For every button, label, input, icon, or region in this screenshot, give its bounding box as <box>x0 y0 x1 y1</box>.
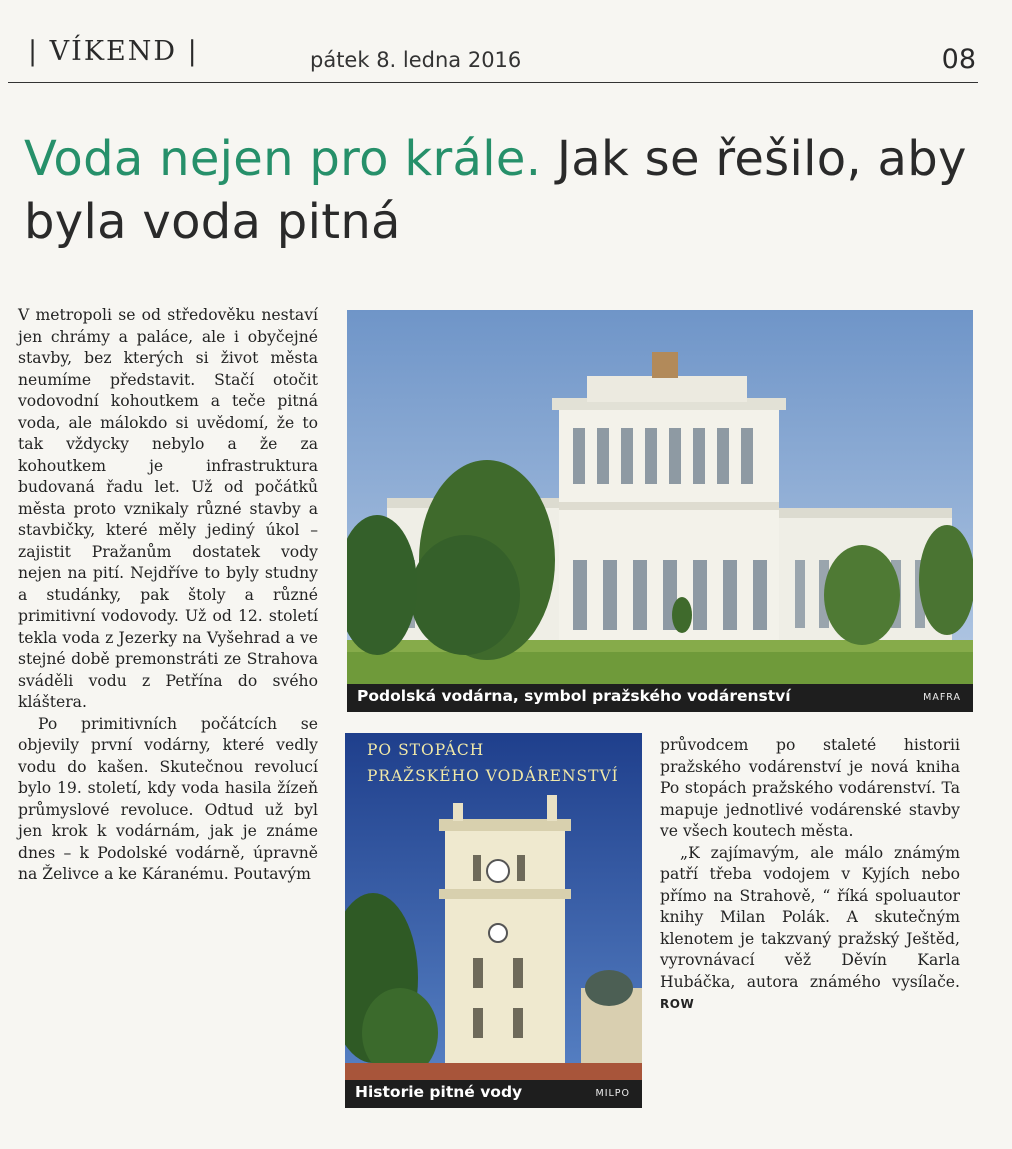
photo-caption-bar <box>347 684 973 712</box>
book-caption-bar <box>345 1080 642 1108</box>
issue-date: pátek 8. ledna 2016 <box>310 48 522 72</box>
book-caption: Historie pitné vody <box>355 1083 523 1101</box>
headline-green-part: Voda nejen pro krále. <box>24 131 542 187</box>
article-paragraph-4 <box>660 843 960 1016</box>
photo-caption: Podolská vodárna, symbol pražského vodárenství <box>357 687 791 705</box>
article-paragraph-4-text: „K zajímavým, ale málo známým patří třeba vodojem v Kyjích nebo přímo na Strahově, “ říká spoluautor knihy Milan Polák. A skutečným klenotem je takzvaný pražský Ještěd, vyrovnávací věž Děvín Karla Hubáčka, autora známého vysílače. <box>660 843 960 991</box>
author-initials: ROW <box>660 997 695 1011</box>
book-title-line-2: PRAŽSKÉHO VODÁRENSTVÍ <box>367 767 619 785</box>
page-header <box>28 36 980 82</box>
water-tower-image <box>345 733 642 1108</box>
article-column-right <box>660 735 960 1016</box>
article-paragraph-1: V metropoli se od středověku nestaví jen chrámy a paláce, ale i obyčejné stavby, bez kterých si život města neumíme představit. Stačí otočit vodovodní kohoutkem a teče pitná voda, ale málokdo si uvědomí, že to tak vždycky nebylo a že za kohoutkem je infrastruktura budovaná řadu let. Už od počátků města proto vznikaly různé stavby a stavbičky, které měly jediný úkol – zajistit Pražanům dostatek vody nejen na pití. Nejdříve to byly studny a studánky, pak štoly a různé primitivní vodovody. Už od 12. století tekla voda z Jezerky na Vyšehrad a ve stejné době premonstráti ze Strahova sváděli vodu z Petřína do svého kláštera. <box>18 306 318 711</box>
book-cover-photo <box>345 733 642 1108</box>
section-label: | VÍKEND | <box>28 36 199 67</box>
article-paragraph-2: Po primitivních počátcích se objevily první vodárny, které vedly vodu do kašen. Skutečnou revolucí bylo 19. století, kdy voda hasila žízeň průmyslové revoluce. Odtud už byl jen krok k vodárnám, jak je známe dnes – k Podolské vodárně, úpravně na Želivce a ke Káranému. Poutavým <box>18 714 318 883</box>
waterworks-building-image <box>347 310 973 712</box>
headline <box>24 128 984 254</box>
article-paragraph-3: průvodcem po staleté historii pražského vodárenství je nová kniha Po stopách pražského vodárenství. Ta mapuje jednotlivé vodárenské stavby ve všech koutech města. <box>660 736 960 840</box>
photo-podolska-vodarna <box>347 310 973 712</box>
photo-credit: MAFRA <box>923 692 961 703</box>
header-rule <box>8 82 978 83</box>
headline-dark-part: Jak se řešilo, aby byla voda pitná <box>24 131 967 250</box>
book-credit: MILPO <box>595 1088 630 1099</box>
article-column-left <box>18 305 318 886</box>
book-title-line-1: PO STOPÁCH <box>367 741 485 759</box>
book-title <box>367 737 619 789</box>
page-number: 08 <box>941 44 976 75</box>
